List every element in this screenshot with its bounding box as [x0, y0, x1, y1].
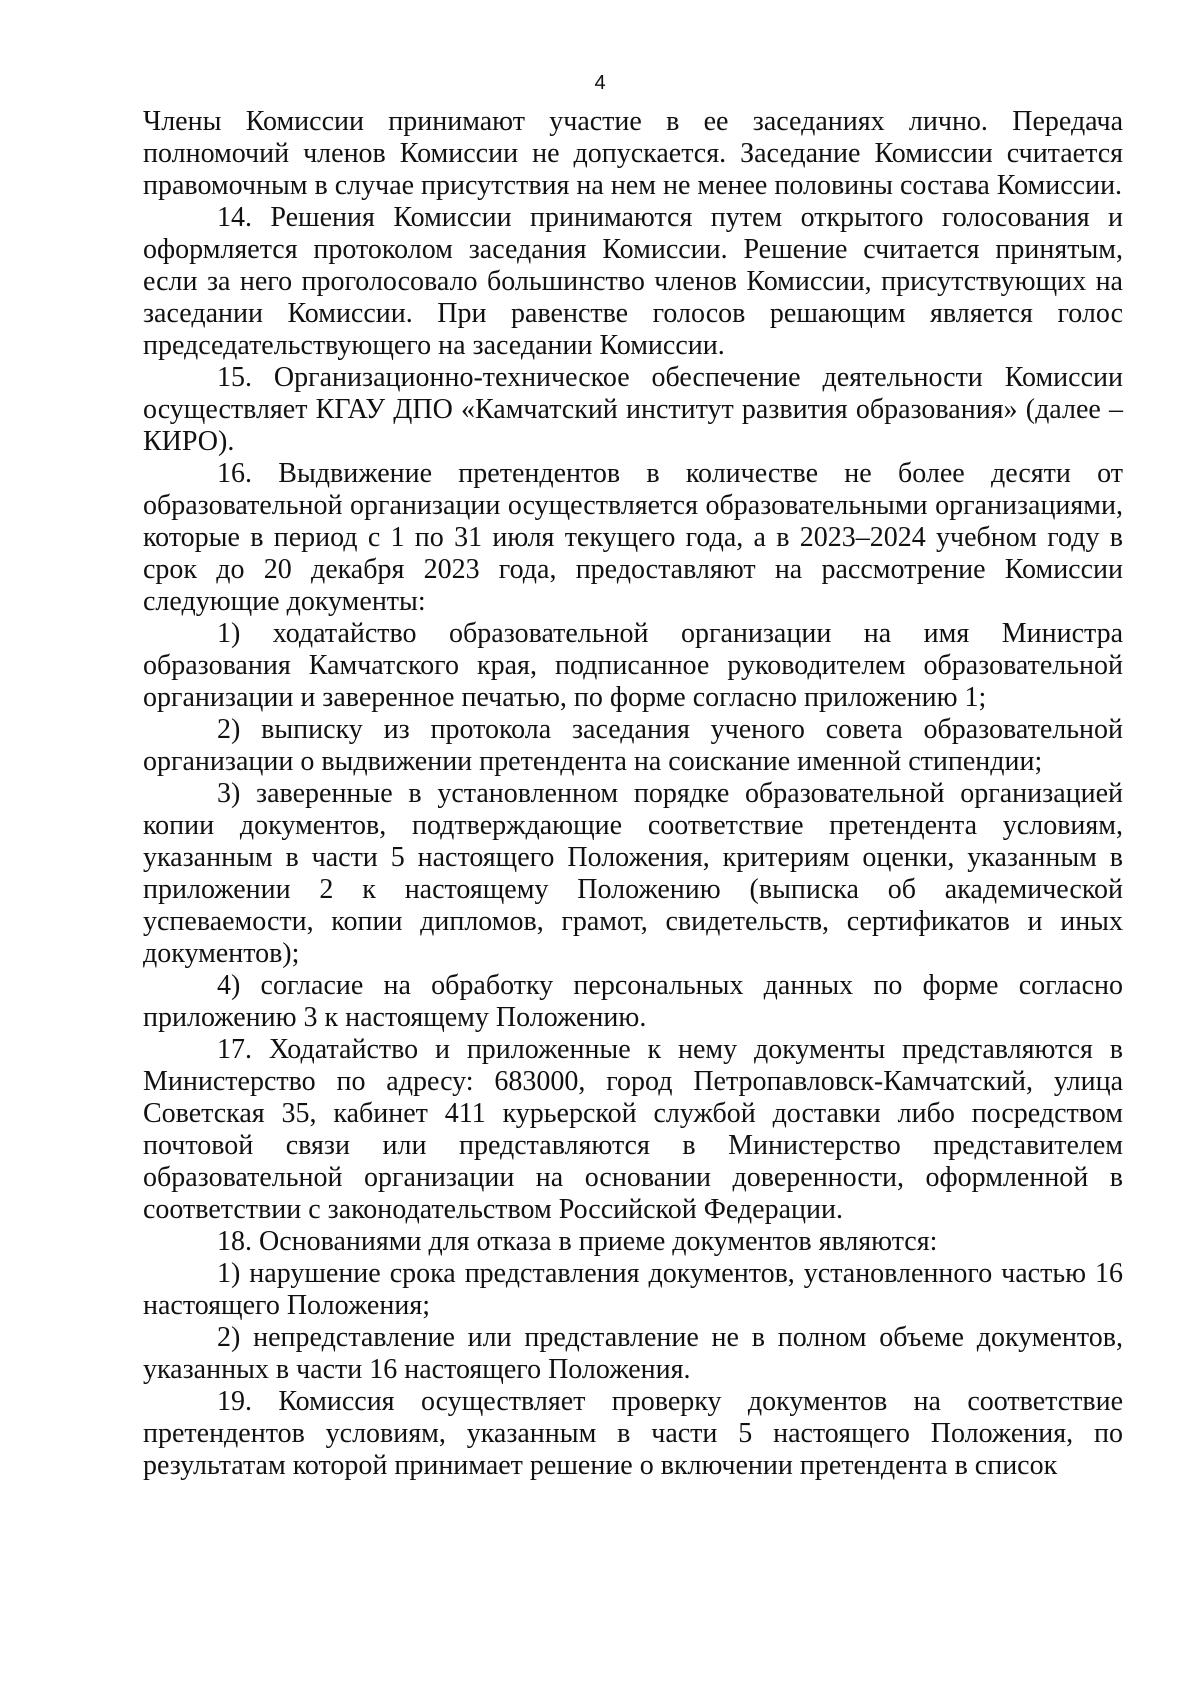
paragraph-18-refusal-grounds: 18. Основаниями для отказа в приеме документов являются:: [217, 1226, 938, 1257]
paragraph-18-item-2: 2) непредставление или представление не в полном объеме документов, указанных в части 16 настоящего Положения.: [143, 1322, 1123, 1385]
paragraph-16-item-3: 3) заверенные в установленном порядке образовательной организацией копии документов, подтверждающие соответствие претендента условиям, указанным в части 5 настоящего Положения, критериям оценки, указанным в приложении 2 к настоящему Положению (выписка об академической успеваемости, копии дипломов, грамот, свидетельств, сертификатов и иных документов);: [143, 778, 1123, 969]
paragraph-16-item-4: 4) согласие на обработку персональных данных по форме согласно приложению 3 к настоящему Положению.: [143, 970, 1123, 1033]
paragraph-19-verification: 19. Комиссия осуществляет проверку документов на соответствие претендентов условиям, указанным в части 5 настоящего Положения, по результатам которой принимает решение о включении претендента в список: [143, 1386, 1123, 1481]
page-number: 4: [594, 72, 606, 94]
paragraph-17-submission: 17. Ходатайство и приложенные к нему документы представляются в Министерство по адресу: 683000, город Петропавловск-Камчатский, улица Советская 35, кабинет 411 курьерской службой доставки либо посредством почтовой связи или представляются в Министерство представителем образовательной организации на основании доверенности, оформленной в соответствии с законодательством Российской Федерации.: [143, 1034, 1123, 1225]
paragraph-commission-attendance: Члены Комиссии принимают участие в ее заседаниях лично. Передача полномочий членов Комиссии не допускается. Заседание Комиссии считается правомочным в случае присутствия на нем не менее половины состава Комиссии.: [143, 106, 1123, 201]
paragraph-16-item-1: 1) ходатайство образовательной организации на имя Министра образования Камчатского края, подписанное руководителем образовательной организации и заверенное печатью, по форме согласно приложению 1;: [143, 618, 1123, 713]
paragraph-16-nomination: 16. Выдвижение претендентов в количестве не более десяти от образовательной организации осуществляется образовательными организациями, которые в период с 1 по 31 июля текущего года, а в 2023–2024 учебном году в срок до 20 декабря 2023 года, предоставляют на рассмотрение Комиссии следующие документы:: [143, 458, 1123, 617]
paragraph-14-decisions: 14. Решения Комиссии принимаются путем открытого голосования и оформляется протоколом заседания Комиссии. Решение считается принятым, если за него проголосовало большинство членов Комиссии, присутствующих на заседании Комиссии. При равенстве голосов решающим является голос председательствующего на заседании Комиссии.: [143, 202, 1123, 361]
paragraph-16-item-2: 2) выписку из протокола заседания ученого совета образовательной организации о выдвижении претендента на соискание именной стипендии;: [143, 714, 1123, 777]
paragraph-15-support: 15. Организационно-техническое обеспечение деятельности Комиссии осуществляет КГАУ ДПО «Камчатский институт развития образования» (далее – КИРО).: [143, 362, 1123, 457]
paragraph-18-item-1: 1) нарушение срока представления документов, установленного частью 16 настоящего Положения;: [143, 1258, 1123, 1321]
document-body: [143, 106, 1123, 1482]
